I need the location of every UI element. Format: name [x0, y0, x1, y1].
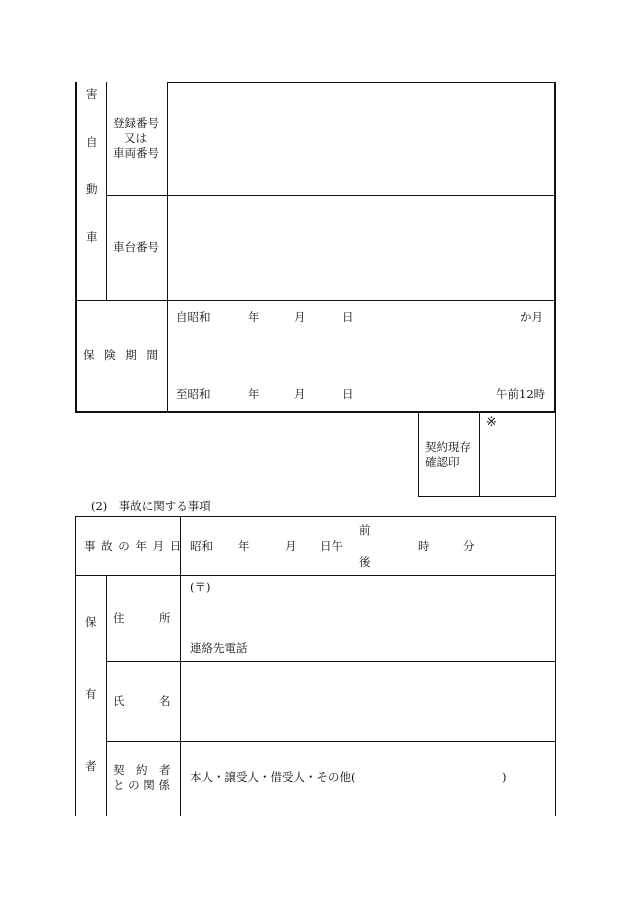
stamp-label-line-2: 確認印	[425, 455, 460, 469]
accident-day-am: 日午	[320, 539, 343, 553]
relation-label-line-2: と の 関 係	[113, 778, 170, 792]
upper-bottom-border	[75, 411, 556, 413]
stamp-note-mark: ※	[486, 415, 497, 430]
accident-month: 月	[285, 539, 297, 553]
vehicle-side-char-3: 動	[86, 182, 98, 196]
period-to-day: 日	[342, 387, 354, 401]
label-value-divider	[167, 82, 168, 412]
period-from-day: 日	[342, 310, 354, 324]
period-from-month: 月	[294, 310, 306, 324]
stamp-label-line-1: 契約現存	[425, 440, 471, 454]
address-name-divider	[106, 661, 556, 662]
accident-top-border	[75, 516, 556, 517]
accident-date-bottom	[75, 575, 556, 576]
period-time: 午前12時	[496, 387, 546, 401]
name-relation-divider	[106, 741, 556, 742]
holder-side-char-2: 有	[85, 687, 97, 701]
period-from-year: 年	[248, 310, 260, 324]
accident-hour: 時	[418, 539, 430, 553]
vehicle-inner-divider	[106, 82, 107, 301]
relation-label-line-1: 契 約 者	[113, 763, 171, 777]
period-to-year: 年	[248, 387, 260, 401]
name-label: 氏 名	[113, 694, 171, 708]
vehicle-side-char-4: 車	[86, 230, 98, 244]
vehicle-top-line	[167, 82, 555, 83]
chassis-label: 車台番号	[113, 240, 159, 254]
upper-right-border	[554, 82, 556, 413]
period-from-prefix: 自昭和	[176, 310, 211, 324]
accident-right-border	[555, 516, 556, 816]
holder-side-char-1: 保	[85, 615, 97, 629]
registration-label-line-2: 又は	[124, 131, 147, 145]
stamp-box-right	[555, 412, 556, 497]
vehicle-side-char-2: 自	[86, 135, 98, 149]
relation-options: 本人・譲受人・借受人・その他(	[190, 770, 356, 784]
accident-era: 昭和	[190, 539, 213, 553]
period-to-month: 月	[294, 387, 306, 401]
accident-date-label: 事 故 の 年 月 日	[84, 539, 183, 553]
holder-inner-divider	[106, 575, 107, 816]
stamp-box-mid	[479, 412, 480, 497]
stamp-box-left	[418, 412, 419, 497]
registration-chassis-divider	[106, 195, 555, 196]
accident-after: 後	[359, 555, 371, 569]
vehicle-period-divider	[75, 300, 555, 301]
postal-mark: (〒)	[190, 580, 211, 594]
registration-label-line-3: 車両番号	[113, 146, 159, 160]
accident-year: 年	[238, 539, 250, 553]
accident-left-border	[75, 516, 76, 816]
accident-minute: 分	[463, 539, 475, 553]
accident-before: 前	[359, 523, 371, 537]
holder-side-char-3: 者	[85, 759, 97, 773]
registration-label-line-1: 登録番号	[113, 116, 159, 130]
address-label: 住 所	[113, 611, 171, 625]
period-months-suffix: か月	[520, 310, 543, 324]
vehicle-side-char-1: 害	[86, 87, 98, 101]
relation-close: )	[502, 770, 507, 784]
stamp-box-bottom	[418, 496, 556, 497]
accident-heading: (2) 事故に関する事項	[91, 499, 211, 513]
insurance-period-label: 保 険 期 間	[83, 348, 161, 362]
upper-left-border	[75, 82, 77, 413]
phone-label: 連絡先電話	[190, 641, 248, 655]
accident-label-divider	[180, 516, 181, 816]
period-to-prefix: 至昭和	[176, 387, 211, 401]
